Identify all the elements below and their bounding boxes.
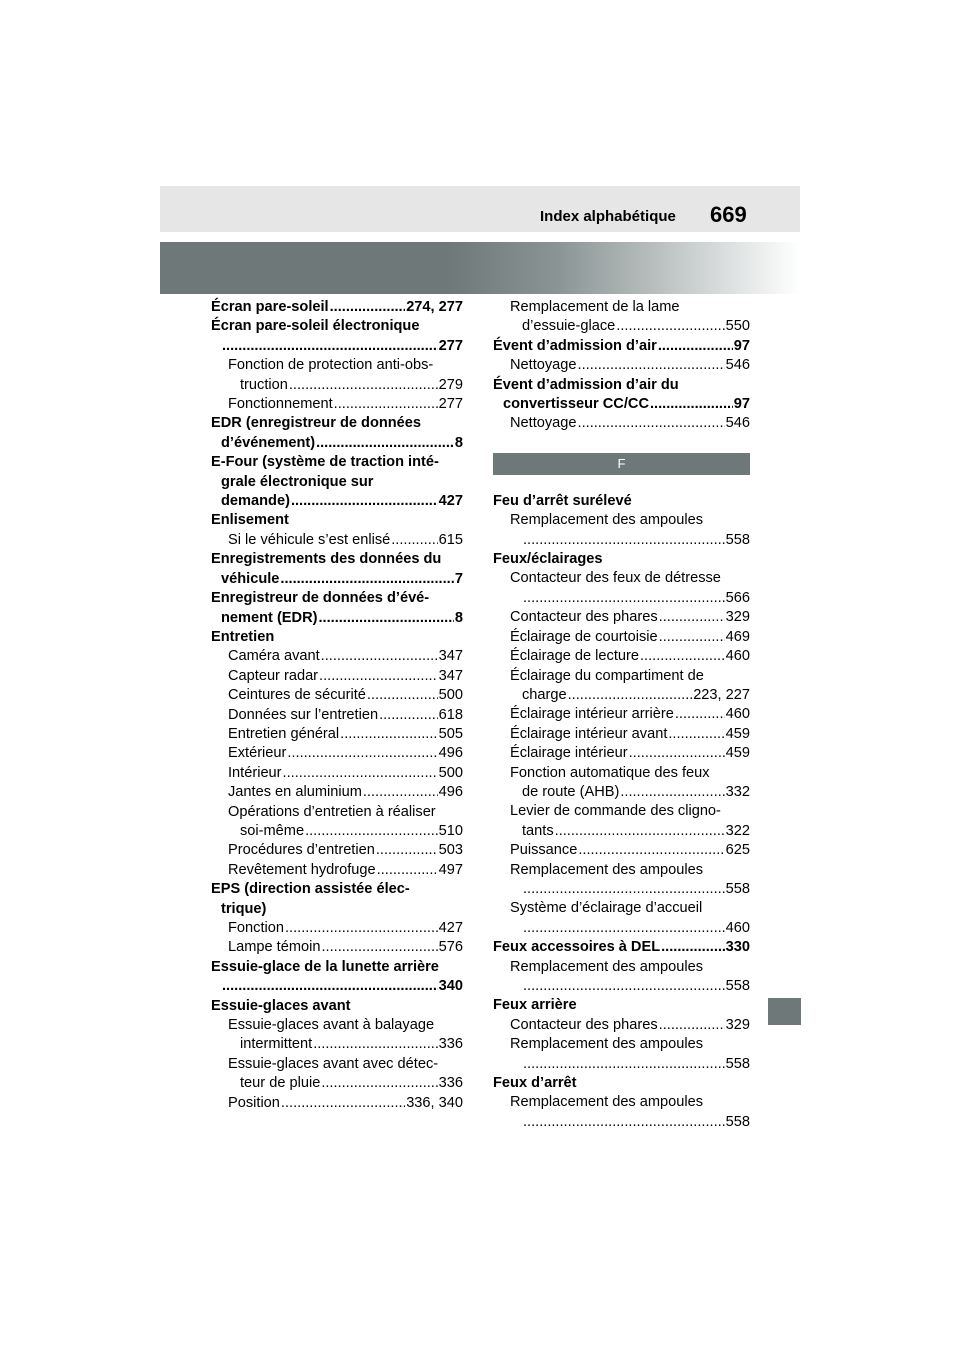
index-entry xyxy=(211,298,463,317)
decorative-band xyxy=(160,242,800,294)
entry-text: Extérieur xyxy=(228,745,287,762)
index-entry xyxy=(211,803,463,842)
index-entry xyxy=(211,647,463,666)
index-entry xyxy=(493,996,750,1015)
entry-page: 460 xyxy=(725,648,750,665)
leader-dots xyxy=(568,686,693,705)
index-entry xyxy=(211,511,463,530)
entry-page: 566 xyxy=(725,589,750,606)
entry-text: Remplacement de la lame xyxy=(510,299,680,315)
leader-dots xyxy=(391,531,437,550)
entry-page: 336 xyxy=(438,1036,463,1053)
entry-text: convertisseur CC/CC xyxy=(503,396,649,413)
leader-dots xyxy=(523,977,725,996)
index-entry xyxy=(211,1055,463,1094)
entry-text: Revêtement hydrofuge xyxy=(228,861,376,878)
entry-page: 469 xyxy=(725,628,750,645)
entry-text: Système d’éclairage d’accueil xyxy=(510,900,703,917)
leader-dots xyxy=(616,317,724,336)
index-entry xyxy=(493,550,750,569)
entry-text: E-Four (système de traction inté- xyxy=(211,454,439,471)
entry-page: 329 xyxy=(725,1016,750,1033)
index-entry xyxy=(211,783,463,802)
index-entry xyxy=(493,667,750,706)
leader-dots xyxy=(291,492,438,511)
entry-page: 625 xyxy=(725,842,750,859)
entry-text: Feu d’arrêt surélevé xyxy=(493,492,632,509)
index-entry xyxy=(211,919,463,938)
entry-text: Éclairage intérieur avant xyxy=(510,725,668,742)
index-entry xyxy=(493,764,750,803)
index-entry xyxy=(211,356,463,395)
entry-page: 460 xyxy=(725,706,750,723)
entry-text: Contacteur des feux de détresse xyxy=(510,570,721,587)
entry-text: trique) xyxy=(221,900,267,917)
entry-text: Fonction de protection anti-obs- xyxy=(228,357,434,374)
entry-text: Entretien xyxy=(211,628,275,645)
entry-page: 336, 340 xyxy=(406,1094,463,1111)
leader-dots xyxy=(285,919,438,938)
entry-text: Essuie-glaces avant avec détec- xyxy=(228,1055,439,1072)
index-entry xyxy=(493,1035,750,1074)
entry-page: 322 xyxy=(725,822,750,839)
leader-dots xyxy=(523,1055,725,1074)
entry-text: EDR (enregistreur de données xyxy=(211,415,422,432)
index-entry xyxy=(211,841,463,860)
entry-page: 97 xyxy=(733,337,750,354)
entry-text: nement (EDR) xyxy=(221,609,318,626)
entry-text: Jantes en aluminium xyxy=(228,784,362,801)
index-entry xyxy=(493,628,750,647)
index-entry xyxy=(493,841,750,860)
entry-text: Capteur radar xyxy=(228,667,319,684)
leader-dots xyxy=(523,919,725,938)
entry-page: 277 xyxy=(438,396,463,413)
entry-page: 558 xyxy=(725,1055,750,1072)
index-entry xyxy=(211,938,463,957)
entry-text: Fonction xyxy=(228,920,284,936)
entry-text: Feux/éclairages xyxy=(493,551,603,568)
entry-text: Ceintures de sécurité xyxy=(228,687,366,704)
entry-text: Essuie-glace de la lunette arrière xyxy=(211,958,439,975)
entry-page: 7 xyxy=(454,570,463,587)
entry-text: demande) xyxy=(221,493,290,510)
entry-text: Enregistrements des données du xyxy=(211,551,442,568)
leader-dots xyxy=(668,725,724,744)
index-entry xyxy=(493,511,750,550)
leader-dots xyxy=(658,337,733,356)
leader-dots xyxy=(578,414,725,433)
index-entry xyxy=(493,938,750,957)
entry-text: Essuie-glaces avant à balayage xyxy=(228,1017,435,1034)
entry-list-right-top xyxy=(493,298,750,434)
leader-dots xyxy=(321,647,438,666)
entry-text: truction xyxy=(240,376,288,393)
entry-page: 496 xyxy=(438,784,463,801)
index-entry xyxy=(211,725,463,744)
entry-page: 8 xyxy=(454,609,463,626)
leader-dots xyxy=(334,395,438,414)
entry-text: intermittent xyxy=(240,1036,313,1053)
entry-text: Procédures d’entretien xyxy=(228,842,375,859)
entry-page: 558 xyxy=(725,531,750,548)
entry-page: 558 xyxy=(725,1113,750,1130)
entry-text: Fonction automatique des feux xyxy=(510,764,710,781)
index-entry xyxy=(493,356,750,375)
leader-dots xyxy=(659,1016,725,1035)
index-entry xyxy=(211,958,463,997)
index-entry xyxy=(211,550,463,589)
entry-text: Remplacement des ampoules xyxy=(510,1094,704,1111)
leader-dots xyxy=(629,744,725,763)
leader-dots xyxy=(523,589,725,608)
leader-dots xyxy=(659,628,725,647)
index-entry xyxy=(211,589,463,628)
entry-list-left xyxy=(211,298,463,1113)
index-entry xyxy=(211,686,463,705)
entry-page: 459 xyxy=(725,745,750,762)
entry-text: Caméra avant xyxy=(228,648,320,665)
index-entry xyxy=(493,337,750,356)
entry-text: Évent d’admission d’air du xyxy=(493,376,679,393)
entry-page: 460 xyxy=(725,919,750,936)
entry-text: teur de pluie xyxy=(240,1075,321,1092)
leader-dots xyxy=(376,841,438,860)
entry-page: 550 xyxy=(725,318,750,335)
leader-dots xyxy=(523,531,725,550)
entry-page: 503 xyxy=(438,842,463,859)
index-column-right xyxy=(493,298,750,1132)
entry-text: Remplacement des ampoules xyxy=(510,1036,704,1053)
entry-text: Enregistreur de données d’évé- xyxy=(211,590,430,607)
entry-page: 497 xyxy=(438,861,463,878)
entry-text: Contacteur des phares xyxy=(510,609,658,626)
leader-dots xyxy=(287,744,437,763)
index-entry xyxy=(493,1093,750,1132)
leader-dots xyxy=(330,298,406,317)
entry-text: tants xyxy=(522,822,554,839)
index-entry xyxy=(211,414,463,453)
entry-page: 505 xyxy=(438,725,463,742)
entry-text: Intérieur xyxy=(228,764,282,781)
index-entry xyxy=(493,608,750,627)
entry-page: 618 xyxy=(438,706,463,723)
entry-page: 576 xyxy=(438,939,463,956)
entry-page: 223, 227 xyxy=(693,686,750,703)
entry-text: Puissance xyxy=(510,842,578,859)
index-entry xyxy=(493,1074,750,1093)
index-entry xyxy=(493,414,750,433)
index-entry xyxy=(211,861,463,880)
entry-page: 279 xyxy=(438,376,463,393)
index-entry xyxy=(493,802,750,841)
index-entry xyxy=(211,880,463,919)
leader-dots xyxy=(640,647,725,666)
index-entry xyxy=(211,531,463,550)
index-entry xyxy=(493,725,750,744)
entry-text: EPS (direction assistée élec- xyxy=(211,881,410,898)
entry-page: 340 xyxy=(438,978,463,995)
entry-text: Lampe témoin xyxy=(228,939,321,956)
leader-dots xyxy=(367,686,438,705)
entry-text: charge xyxy=(522,686,567,703)
leader-dots xyxy=(578,356,725,375)
index-entry xyxy=(493,647,750,666)
entry-text: d’événement) xyxy=(221,434,316,451)
entry-text: Remplacement des ampoules xyxy=(510,861,704,878)
entry-text: Essuie-glaces avant xyxy=(211,997,351,1014)
leader-dots xyxy=(578,841,724,860)
leader-dots xyxy=(305,822,438,841)
entry-page: 546 xyxy=(725,415,750,432)
entry-text: Éclairage de lecture xyxy=(510,648,639,665)
entry-page: 496 xyxy=(438,745,463,762)
entry-text: Fonctionnement xyxy=(228,396,333,413)
leader-dots xyxy=(222,337,438,356)
entry-text: Feux arrière xyxy=(493,997,577,1014)
entry-text: Remplacement des ampoules xyxy=(510,958,704,975)
entry-page: 347 xyxy=(438,648,463,665)
entry-page: 329 xyxy=(725,609,750,626)
entry-text: d’essuie-glace xyxy=(522,318,616,335)
entry-text: Levier de commande des cligno- xyxy=(510,803,721,820)
entry-page: 330 xyxy=(725,939,750,956)
leader-dots xyxy=(316,434,454,453)
entry-page: 459 xyxy=(725,725,750,742)
page-title: Index alphabétique xyxy=(540,208,676,225)
entry-page: 427 xyxy=(438,920,463,936)
leader-dots xyxy=(321,938,437,957)
index-entry xyxy=(493,569,750,608)
leader-dots xyxy=(523,880,725,899)
entry-text: Nettoyage xyxy=(510,415,577,432)
entry-text: Éclairage intérieur xyxy=(510,745,628,762)
entry-page: 97 xyxy=(733,396,750,413)
index-entry xyxy=(211,667,463,686)
index-entry xyxy=(211,744,463,763)
index-entry xyxy=(211,317,463,356)
leader-dots xyxy=(523,1113,725,1132)
entry-page: 8 xyxy=(454,434,463,451)
leader-dots xyxy=(283,764,438,783)
index-entry xyxy=(211,395,463,414)
entry-text: Évent d’admission d’air xyxy=(493,337,657,354)
chapter-tab xyxy=(768,998,801,1025)
entry-page: 510 xyxy=(438,822,463,839)
entry-text: Nettoyage xyxy=(510,357,577,374)
entry-text: Éclairage du compartiment de xyxy=(510,667,704,684)
leader-dots xyxy=(318,609,453,628)
entry-text: Opérations d’entretien à réaliser xyxy=(228,803,436,820)
index-entry xyxy=(493,958,750,997)
entry-page: 332 xyxy=(725,783,750,800)
leader-dots xyxy=(281,1094,405,1113)
entry-page: 615 xyxy=(438,531,463,548)
entry-text: Position xyxy=(228,1094,280,1111)
index-entry xyxy=(493,1016,750,1035)
index-entry xyxy=(493,492,750,511)
leader-dots xyxy=(377,861,438,880)
entry-text: soi-même xyxy=(240,822,305,839)
leader-dots xyxy=(313,1035,437,1054)
leader-dots xyxy=(321,1074,437,1093)
index-column-left xyxy=(211,298,463,1113)
entry-page: 277 xyxy=(438,337,463,354)
entry-page: 336 xyxy=(438,1075,463,1092)
entry-page: 546 xyxy=(725,357,750,374)
entry-text: Remplacement des ampoules xyxy=(510,512,704,529)
index-entry xyxy=(211,997,463,1016)
index-entry xyxy=(493,376,750,415)
entry-text: grale électronique sur xyxy=(221,473,374,490)
entry-page: 427 xyxy=(438,493,463,510)
entry-text: Si le véhicule s’est enlisé xyxy=(228,531,391,548)
leader-dots xyxy=(280,570,453,589)
entry-text: Entretien général xyxy=(228,725,340,742)
index-entry xyxy=(493,298,750,337)
leader-dots xyxy=(661,938,725,957)
leader-dots xyxy=(222,977,438,996)
leader-dots xyxy=(620,783,724,802)
entry-page: 274, 277 xyxy=(406,299,463,315)
index-entry xyxy=(211,706,463,725)
entry-text: Feux accessoires à DEL xyxy=(493,939,661,956)
entry-text: de route (AHB) xyxy=(522,783,620,800)
leader-dots xyxy=(659,608,725,627)
entry-page: 500 xyxy=(438,687,463,704)
leader-dots xyxy=(319,667,438,686)
entry-page: 500 xyxy=(438,764,463,781)
leader-dots xyxy=(650,395,733,414)
entry-text: Écran pare-soleil xyxy=(211,299,329,315)
leader-dots xyxy=(363,783,438,802)
entry-text: Éclairage de courtoisie xyxy=(510,628,658,645)
entry-text: Contacteur des phares xyxy=(510,1016,658,1033)
index-entry xyxy=(211,764,463,783)
entry-page: 558 xyxy=(725,978,750,994)
leader-dots xyxy=(289,376,438,395)
entry-text: Éclairage intérieur arrière xyxy=(510,706,674,723)
entry-text: Enlisement xyxy=(211,512,289,529)
index-entry xyxy=(493,744,750,763)
header-bar xyxy=(160,186,800,232)
entry-text: Écran pare-soleil électronique xyxy=(211,318,420,335)
leader-dots xyxy=(675,705,725,724)
entry-text: Données sur l’entretien xyxy=(228,706,379,723)
index-entry xyxy=(493,899,750,938)
entry-page: 347 xyxy=(438,667,463,684)
leader-dots xyxy=(555,822,725,841)
entry-text: Feux d’arrêt xyxy=(493,1075,577,1092)
leader-dots xyxy=(340,725,437,744)
index-entry xyxy=(211,453,463,511)
leader-dots xyxy=(379,706,438,725)
page-number: 669 xyxy=(710,202,747,227)
index-entry xyxy=(211,1016,463,1055)
entry-page: 558 xyxy=(725,880,750,897)
index-entry xyxy=(493,705,750,724)
section-header-f: F xyxy=(493,453,750,475)
index-entry xyxy=(211,1094,463,1113)
entry-text: véhicule xyxy=(221,570,280,587)
index-entry xyxy=(493,861,750,900)
entry-list-right-bottom xyxy=(493,492,750,1132)
index-entry xyxy=(211,628,463,647)
